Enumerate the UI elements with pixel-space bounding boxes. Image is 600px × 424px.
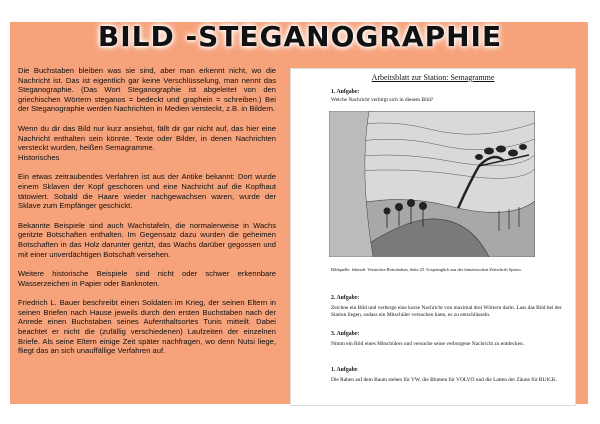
- solution-heading: 1. Aufgabe: [331, 367, 358, 373]
- task3-heading: 3. Aufgabe:: [331, 331, 360, 337]
- paragraph-intro: Die Buchstaben bleiben was sie sind, aber man erkennt nicht, wo die Nachricht ist. Das ist eigentlich gar keine Verschlüsselung, man nennt das Steganographie. (Das Wort Steganographie ist abgeleitet von den griechischen Wörtern steganos = bedeckt und graphein = schreiben.) Bei der Steganographie werden Nachrichten in Medien versteckt, z.B. in Bildern.: [18, 66, 276, 114]
- solution-text: Die Raben auf dem Baum stehen für VW, die Blumen für VOLVO und die Latten der Zäune für BUICK.: [331, 377, 558, 383]
- task1-heading: 1. Aufgabe:: [331, 89, 360, 95]
- worksheet: [290, 68, 576, 406]
- task3-text: Nimm ein Bild eines Mitschülers und versuche seine verborgene Nachricht zu entdecken.: [331, 341, 525, 347]
- paragraph-antike: Ein etwas zeitraubendes Verfahren ist aus der Antike bekannt: Dort wurde einem Sklaven der Kopf geschoren und eine Nachricht auf die Kopfhaut tätowiert. Sobald die Haare wieder nachgewachsen waren, wurde der Sklave zum Empfänger geschickt.: [18, 172, 276, 211]
- task2-heading: 2. Aufgabe:: [331, 295, 360, 301]
- right-edge-band: [576, 60, 588, 404]
- page-title: BILD -STEGANOGRAPHIE: [97, 20, 503, 53]
- semagram-image: [329, 111, 535, 257]
- paragraph-bauer: Friedrich L. Bauer beschreibt einen Soldaten im Krieg, der seinen Eltern in seinen Briefen nach Hause jeweils durch den ersten Buchstaben nach der Anrede einen Buchstaben seines Aufenthaltsortes Tunis mitteilt. Dabei beachtet er nicht die (zufällig verschiedenen) Laufzeiten der einzelnen Briefe. Als seine Eltern einige Zeit später nachfragen, wo denn Nutsi liege, fliegt das an sich unauffällige Verfahren auf.: [18, 298, 276, 356]
- paragraph-wasserzeichen: Weitere historische Beispiele sind nicht oder schwer erkennbare Wasserzeichen in Papier oder Banknoten.: [18, 269, 276, 288]
- task1-text: Welche Nachricht verbirgt sich in diesem Bild?: [331, 97, 434, 103]
- image-caption: Bildquelle: fehmob: Versteckte Botschaften, Seite 25. Ursprünglich aus der französischen Zeitschrift Spirou.: [331, 267, 522, 272]
- worksheet-title: Arbeitsblatt zur Station: Semagramme: [371, 73, 495, 82]
- paragraph-wachstafeln: Bekannte Beispiele sind auch Wachstafeln, die normalerweise in Wachs geritzte Botschaften enthalten. Im Gegensatz dazu wurden die geheimen Botschaften in das Holz darunter geritzt, das Wachs darüber gegossen und mit einer unverdächtigen Botschaft versehen.: [18, 220, 276, 259]
- task2-text: Zeichne ein Bild und verberge eine kurze Nachricht von maximal drei Wörtern darin. Lass das Bild bei der Station liegen, sodass ein Mitschüler versuchen kann, es zu entschlüsseln.: [331, 305, 562, 319]
- paragraph-semagramme: Wenn du dir das Bild nur kurz ansiehst, fällt dir gar nicht auf, das hier eine Nachricht enthalten sein könnte. Texte oder Bilder, in denen Nachrichten versteckt wurden, heißen Semagramme. Historisches: [18, 123, 276, 162]
- left-text-column: [18, 66, 276, 366]
